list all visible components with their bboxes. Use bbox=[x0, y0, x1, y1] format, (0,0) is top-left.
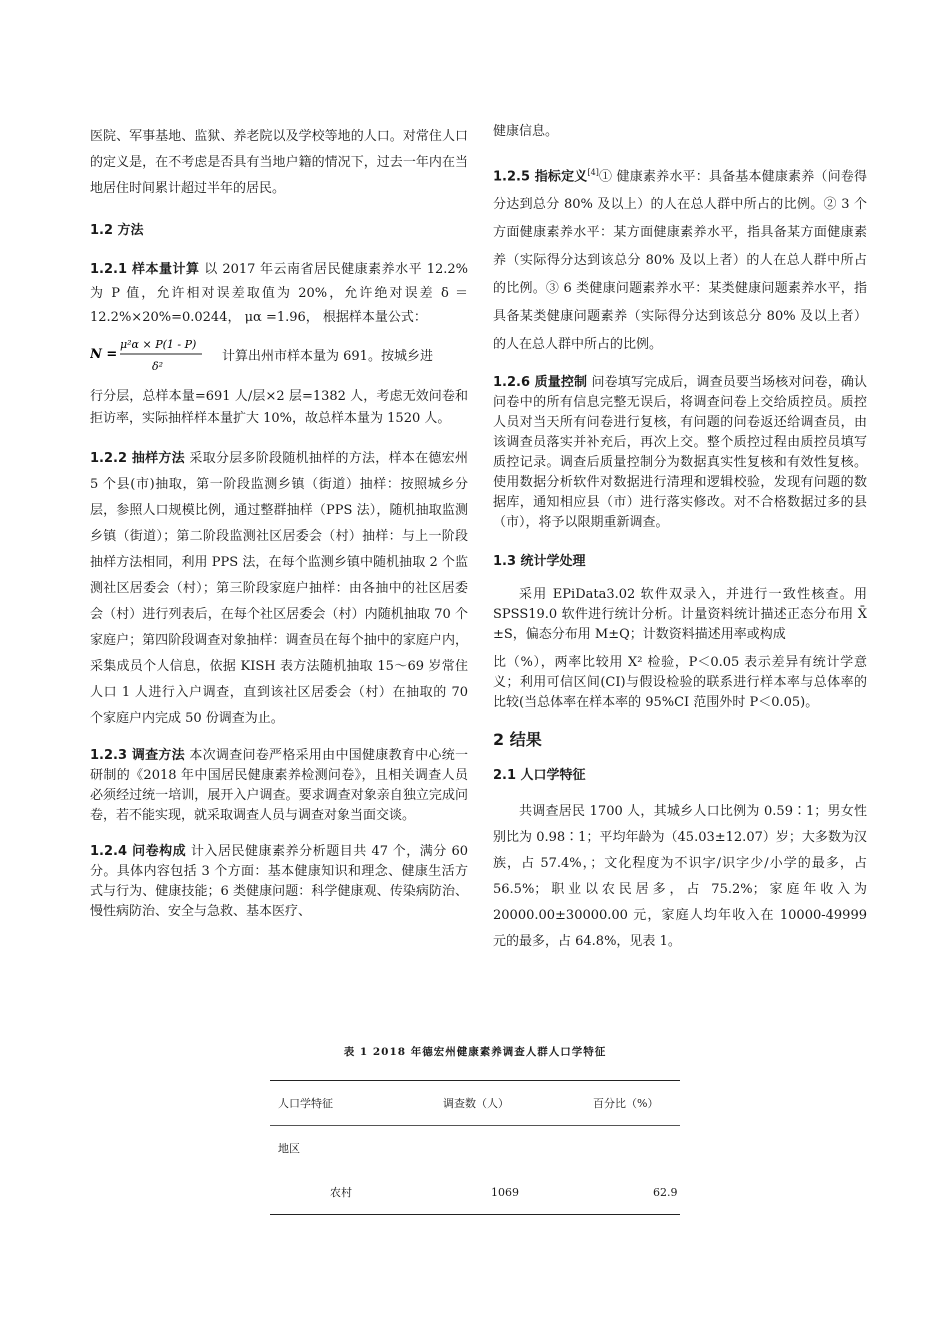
column-header-count: 调查数（人） bbox=[443, 1097, 509, 1110]
text-1-3-b: 比（%），两率比较用 X² 检验，P＜0.05 表示差异有统计学意义；利用可信区间(CI)与假设检验的联系进行样本率与总体率的比较(当总体率在样本率的 95%CI 范围外时 P＜0.05)。 bbox=[493, 655, 867, 711]
cell-count: 1069 bbox=[491, 1185, 519, 1199]
paragraph-resident-definition: 医院、军事基地、监狱、养老院以及学校等地的人口。对常住人口的定义是，在不考虑是否具有当地户籍的情况下，过去一年内在当地居住时间累计超过半年的居民。 bbox=[90, 129, 468, 196]
column-header-characteristic: 人口学特征 bbox=[278, 1097, 333, 1110]
heading-1-2-1: 1.2.1 样本量计算 bbox=[90, 262, 200, 277]
section-1-2-4 bbox=[90, 842, 468, 922]
table-row bbox=[270, 1126, 680, 1171]
cell-percent: 62.9 bbox=[653, 1185, 678, 1199]
heading-1-2-2: 1.2.2 抽样方法 bbox=[90, 451, 185, 466]
heading-1-3: 1.3 统计学处理 bbox=[493, 554, 586, 570]
text-1-2-2: 采取分层多阶段随机抽样的方法，样本在德宏州 5 个县(市)抽取，第一阶段监测乡镇（街道）抽样：按照城乡分层，参照人口规模比例，通过整群抽样（PPS 法），随机抽取监测乡镇（街道）；第二阶段监测社区居委会（村）抽样：与上一阶段抽样方法相同，利用 PPS 法，在每个监测乡镇中随机抽取 2 个监测社区居委会（村）；第三阶段家庭户抽样：由各抽中的社区居委会（村）进行列表后，在每个社区居委会（村）内随机抽取 70 个家庭户；第四阶段调查对象抽样：调查员在每个抽中的家庭户内，采集成员个人信息，依据 KISH 表方法随机抽取 15～69 岁常住人口 1 人进行入户调查，直到该社区居委会（村）在抽取的 70 个家庭户内完成 50 份调查为止。 bbox=[90, 451, 468, 726]
section-1-2-5 bbox=[493, 159, 867, 359]
svg-text:N =: N = bbox=[90, 347, 118, 362]
group-label-region: 地区 bbox=[278, 1142, 300, 1155]
table-header-row bbox=[270, 1081, 680, 1126]
text-1-2-3: 本次调查问卷严格采用由中国健康教育中心统一研制的《2018 年中国居民健康素养检测问卷》，且相关调查人员必须经过统一培训，展开入户调查。要求调查对象亲自独立完成问卷，若不能实现，就采取调查人员与调查对象当面交谈。 bbox=[90, 748, 468, 823]
section-1-2-1 bbox=[90, 258, 468, 330]
text-1-3-a: 采用 EPiData3.02 软件双录入，并进行一致性核查。用 SPSS19.0 软件进行统计分析。计量资料统计描述正态分布用 X̄ ±S，偏态分布用 M±Q；计数资料描述用率或构成 bbox=[493, 587, 867, 643]
heading-1-2-3: 1.2.3 调查方法 bbox=[90, 748, 185, 763]
svg-text:δ²: δ² bbox=[152, 360, 164, 373]
heading-1-2-6: 1.2.6 质量控制 bbox=[493, 375, 588, 391]
text-1-2-1-b: 计算出州市样本量为 691。按城乡进 bbox=[222, 349, 433, 364]
heading-2-1: 2.1 人口学特征 bbox=[493, 768, 586, 784]
section-1-2-6 bbox=[493, 373, 867, 533]
section-1-2-2 bbox=[90, 446, 468, 732]
svg-text:μ²α × P(1 - P): μ²α × P(1 - P) bbox=[120, 338, 197, 351]
heading-1-2-4: 1.2.4 问卷构成 bbox=[90, 844, 187, 859]
text-1-2-5: ① 健康素养水平：具备基本健康素养（问卷得分达到总分 80% 及以上）的人在总人群中所占的比例。② 3 个方面健康素养水平：某方面健康素养水平，指具备某方面健康素养（实际得分达到该总分 80% 及以上者）的人在总人群中所占的比例。③ 6 类健康问题素养水平：某类健康问题素养水平，指具备某类健康问题素养（实际得分达到该总分 80% 及以上者）的人在总人群中所占的比例。 bbox=[493, 169, 867, 353]
heading-1-2: 1.2 方法 bbox=[90, 223, 144, 238]
left-column bbox=[90, 124, 468, 922]
text-1-2-6: 问卷填写完成后，调查员要当场核对问卷，确认问卷中的所有信息完整无误后，将调查问卷上交给质控员。质控人员对当天所有问卷进行复核，有问题的问卷返还给调查员，由该调查员落实并补充后，再次上交。整个质控过程由质控员填写质控记录。调查后质量控制分为数据真实性复核和有效性复核。使用数据分析软件对数据进行清理和逻辑校验，发现有问题的数据库，通知相应县（市）进行落实修改。对不合格数据过多的县（市），将予以限期重新调查。 bbox=[493, 375, 867, 531]
reference-4: [4] bbox=[587, 168, 599, 177]
heading-2: 2 结果 bbox=[493, 730, 542, 750]
text-1-2-1-c: 行分层，总样本量=691 人/层×2 层=1382 人，考虑无效问卷和拒访率，实际抽样样本量扩大 10%，故总样本量为 1520 人。 bbox=[90, 389, 468, 426]
formula-image bbox=[90, 330, 210, 374]
demographics-table bbox=[270, 1080, 680, 1215]
column-header-percent: 百分比（%） bbox=[593, 1097, 659, 1110]
row-label-rural: 农村 bbox=[330, 1186, 352, 1199]
text-health-info: 健康信息。 bbox=[493, 124, 559, 139]
text-1-2-1-a: 以 2017 年云南省居民健康素养水平 12.2%为 P 值，允许相对误差取值为 20%，允许绝对误差 δ ＝12.2%×20%=0.0244， μα =1.96， 根据样本量公式： bbox=[90, 262, 469, 325]
table-row bbox=[270, 1170, 680, 1215]
right-column bbox=[493, 119, 867, 955]
heading-1-2-5: 1.2.5 指标定义 bbox=[493, 169, 588, 185]
sample-size-formula bbox=[90, 330, 468, 374]
section-1-2-3 bbox=[90, 746, 468, 826]
text-1-2-4: 计入居民健康素养分析题目共 47 个，满分 60 分。具体内容包括 3 个方面：基本健康知识和理念、健康生活方式与行为、健康技能；6 类健康问题：科学健康观、传染病防治、 慢性病防治、安全与急救、基本医疗、 bbox=[90, 844, 468, 919]
text-2-1: 共调查居民 1700 人，其城乡人口比例为 0.59∶1；男女性别比为 0.98∶1；平均年龄为（45.03±12.07）岁；大多数为汉族，占 57.4%，；文化程度为不识字/识字少/小学的最多，占 56.5%；职业以农民居多，占 75.2%；家庭年收入为 20000.00±30000.00 元，家庭人均年收入在 10000-49999 元的最多，占 64.8%，见表 1。 bbox=[493, 804, 867, 950]
table-caption: 表 1 2018 年德宏州健康素养调查人群人口学特征 bbox=[343, 1046, 607, 1058]
